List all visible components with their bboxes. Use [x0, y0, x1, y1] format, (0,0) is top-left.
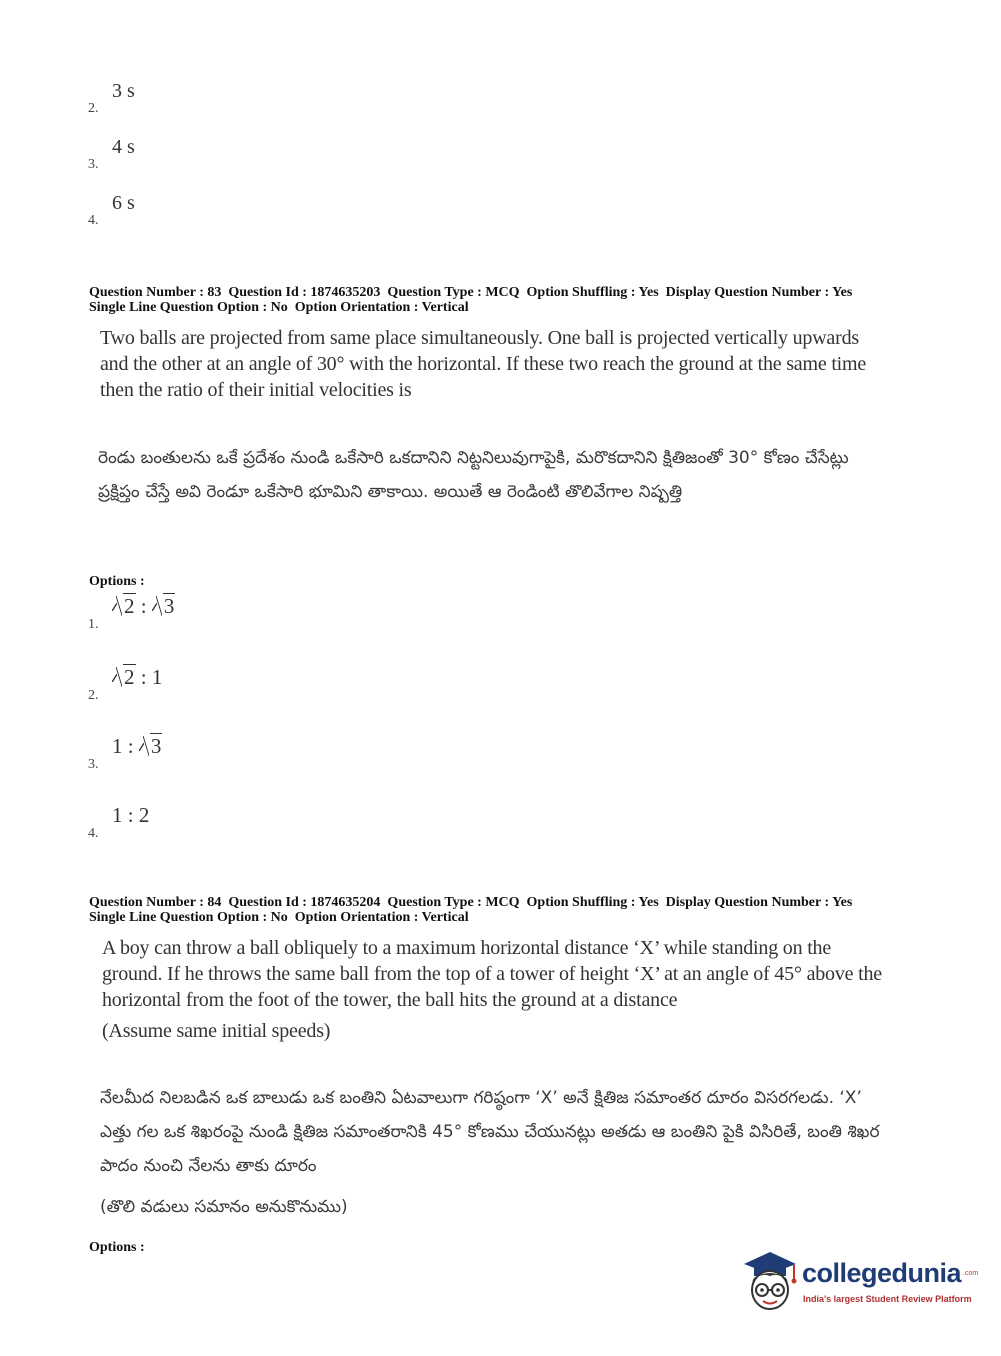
q83-meta-line1: Question Number : 83 Question Id : 1874635203 Question Type : MCQ Option Shuffling : Yes Display Question Number : Yes — [89, 285, 853, 300]
option-number: 4. — [88, 826, 99, 841]
sqrt-symbol — [152, 594, 176, 619]
ratio-separator: : — [135, 665, 152, 689]
q83-option-3 — [88, 734, 162, 772]
q84-question-telugu: నేలమీద నిలబడిన ఒక బాలుడు ఒక బంతిని ఏటవాలుగా గరిష్ఠంగా ‘X’ అనే క్షితిజ సమాంతర దూరం విసరగలడు. ‘X’ ఎత్తు గల ఒక శిఖరంపై నుండి క్షితిజ సమాంతరానికి 45° కోణము చేయునట్లు అతడు ఆ బంతిని పైకి విసిరితే, బంతి శిఖర పాదం నుంచి నేలను తాకు దూరం — [100, 1088, 880, 1176]
sqrt-symbol — [112, 665, 136, 690]
option-value: 3 s — [112, 80, 135, 102]
option-number: 3. — [88, 157, 99, 172]
q84-question-english: A boy can throw a ball obliquely to a maximum horizontal distance ‘X’ while standing on the ground. If he throws the same ball from the top of a tower of height ‘X’ at an angle of 45° above the horizontal from the foot of the tower, the ball hits the ground at a distance — [102, 937, 882, 1011]
logo-tagline: India's largest Student Review Platform — [803, 1294, 972, 1304]
option-number: 2. — [88, 101, 99, 116]
radicand: 3 — [150, 734, 162, 758]
prev-option-3 — [88, 136, 135, 172]
option-number: 4. — [88, 213, 99, 228]
ratio-term: 1 — [151, 665, 163, 689]
q83-meta-line2: Single Line Question Option : No Option Orientation : Vertical — [89, 300, 469, 315]
radicand: 2 — [124, 594, 135, 618]
option-number: 3. — [88, 757, 99, 772]
ratio-separator: : — [122, 734, 139, 758]
q84-question-english-note: (Assume same initial speeds) — [102, 1020, 331, 1042]
option-value: 4 s — [112, 136, 135, 158]
mascot-icon — [740, 1250, 798, 1312]
q83-question-english: Two balls are projected from same place simultaneously. One ball is projected vertically upwards and the other at an angle of 30° with the horizontal. If these two reach the ground at the same time then the ratio of their initial velocities is — [100, 327, 867, 401]
q84-options-label: Options : — [89, 1240, 145, 1255]
sqrt-symbol — [139, 734, 163, 759]
ratio-separator: : — [135, 594, 152, 618]
prev-option-2 — [88, 80, 135, 116]
q84-meta-line1: Question Number : 84 Question Id : 1874635204 Question Type : MCQ Option Shuffling : Yes Display Question Number : Yes — [89, 895, 853, 910]
prev-option-4 — [88, 192, 135, 228]
option-value — [112, 594, 175, 619]
radicand: 3 — [163, 594, 175, 618]
option-value — [112, 734, 162, 759]
radicand: 2 — [124, 665, 135, 689]
q83-options-label: Options : — [89, 574, 145, 589]
q84-question-telugu-note: (తొలి వడులు సమానం అనుకొనుము) — [100, 1197, 348, 1217]
option-value: 1 : 2 — [112, 803, 150, 827]
q84-meta-line2: Single Line Question Option : No Option Orientation : Vertical — [89, 910, 469, 925]
logo-domain: .com — [963, 1270, 979, 1277]
option-value — [112, 665, 162, 690]
logo-wordmark: collegedunia — [802, 1258, 962, 1288]
q83-question-telugu: రెండు బంతులను ఒకే ప్రదేశం నుండి ఒకేసారి ఒకదానిని నిట్టనిలువుగాపైకి, మరొకదానిని క్షితిజంతో 30° కోణం చేసేట్లు ప్రక్షిప్తం చేస్తే అవి రెండూ ఒకేసారి భూమిని తాకాయి. అయితే ఆ రెండింటి తొలివేగాల నిష్పత్తి — [98, 448, 849, 502]
ratio-term: 1 — [112, 734, 123, 758]
sqrt-symbol — [112, 594, 136, 619]
q83-option-4 — [88, 803, 150, 841]
q83-option-1 — [88, 594, 175, 632]
q83-option-2 — [88, 665, 163, 703]
option-number: 1. — [88, 617, 99, 632]
collegedunia-logo — [740, 1250, 979, 1312]
option-value: 6 s — [112, 192, 135, 214]
option-number: 2. — [88, 688, 99, 703]
